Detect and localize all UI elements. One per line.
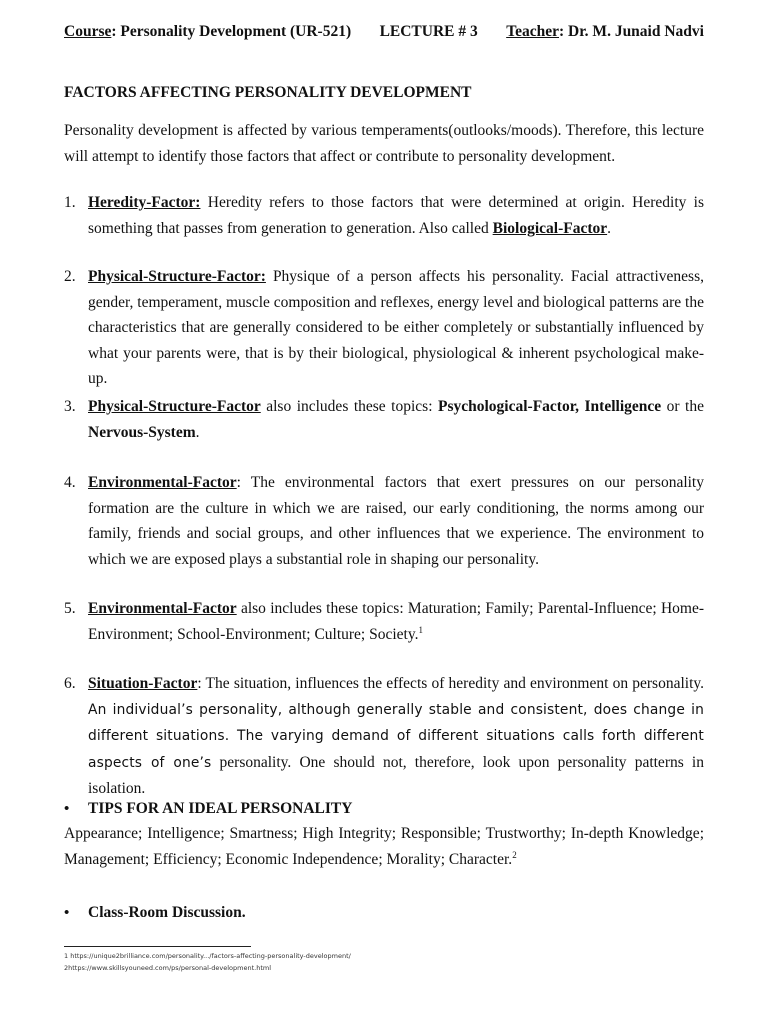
list-item bbox=[64, 671, 704, 802]
item-body-c: personality. One should not, therefore, look upon personality patterns in isolation. bbox=[88, 753, 704, 797]
footnote-1[interactable]: 1 https://unique2brilliance.com/personality.../factors-affecting-personality-development/ bbox=[64, 952, 351, 960]
course-info bbox=[64, 23, 351, 41]
item-text bbox=[88, 596, 704, 647]
item-body: : The situation, influences the effects of heredity and environment on personality. bbox=[197, 675, 704, 692]
item-term: Physical-Structure-Factor bbox=[88, 398, 261, 415]
footnote-ref[interactable]: 1 bbox=[418, 624, 423, 635]
tips-text: Appearance; Intelligence; Smartness; High Integrity; Responsible; Trustworthy; In-depth Knowledge; Management; Efficiency; Economic Independence; Morality; Character. bbox=[64, 825, 704, 868]
bullet-icon: • bbox=[64, 800, 70, 817]
item-extra-term: Biological-Factor bbox=[492, 219, 608, 237]
item-body: Physique of a person affects his personality. Facial attractiveness, gender, temperament, muscle composition and reflexes, energy level and biological patterns are the characteristics that are generally considered to be either completely or substantially influenced by what your parents were, that is by their biological, physiological & inherent psychological make-up. bbox=[88, 268, 704, 387]
bullet-icon: • bbox=[64, 904, 70, 921]
item-bold-a: Psychological-Factor, Intelligence bbox=[437, 398, 662, 415]
item-tail: . bbox=[607, 219, 611, 237]
item-body: also includes these topics: Maturation; Family; Parental-Influence; Home-Environment; School-Environment; Culture; Society. bbox=[88, 600, 704, 643]
item-body: : The environmental factors that exert pressures on our personality formation are the culture in which we are raised, our early conditioning, the norms among our family, friends and social groups, and other influences that we experience. The environment to which we are exposed plays a substantial role in shaping our personality. bbox=[88, 474, 704, 568]
tips-heading: TIPS FOR AN IDEAL PERSONALITY bbox=[88, 800, 353, 817]
item-body: Heredity refers to those factors that were determined at origin. Heredity is something that passes from generation to generation. Also called bbox=[88, 194, 704, 237]
item-number: 4. bbox=[64, 474, 76, 491]
footnote-ref[interactable]: 2 bbox=[512, 849, 517, 860]
item-number: 6. bbox=[64, 675, 76, 692]
item-term: Situation-Factor bbox=[88, 675, 198, 692]
intro-paragraph: Personality development is affected by various temperaments(outlooks/moods). Therefore, this lecture will attempt to identify those factors that affect or contribute to personality development. bbox=[64, 122, 704, 165]
footnote-2[interactable]: 2https://www.skillsyouneed.com/ps/personal-development.html bbox=[64, 964, 272, 972]
teacher-info bbox=[506, 23, 704, 41]
item-body-b: An individual’s personality, although generally stable and consistent, does change in different situations. The varying demand of different situations calls forth different aspects of one’s bbox=[88, 701, 704, 771]
tips-bullet bbox=[64, 800, 352, 818]
document-header bbox=[64, 23, 704, 41]
list-item bbox=[64, 190, 704, 241]
item-text bbox=[88, 470, 704, 572]
list-item bbox=[64, 394, 704, 445]
course-label: Course bbox=[64, 23, 112, 40]
teacher-value: : Dr. M. Junaid Nadvi bbox=[559, 23, 704, 40]
item-bold-b: Nervous-System bbox=[88, 423, 196, 441]
item-number: 5. bbox=[64, 600, 76, 617]
discussion-bullet bbox=[64, 904, 246, 922]
item-mid: or the bbox=[661, 398, 704, 415]
item-text bbox=[88, 671, 704, 802]
item-text bbox=[88, 394, 704, 445]
item-number: 3. bbox=[64, 398, 76, 415]
list-item bbox=[64, 264, 704, 392]
item-term: Environmental-Factor bbox=[88, 600, 237, 617]
page-title: FACTORS AFFECTING PERSONALITY DEVELOPMENT bbox=[64, 84, 472, 101]
item-body: also includes these topics: bbox=[260, 398, 438, 415]
course-value: : Personality Development (UR-521) bbox=[111, 23, 352, 40]
lecture-number: LECTURE # 3 bbox=[379, 23, 478, 40]
item-number: 1. bbox=[64, 194, 76, 211]
item-term: Heredity-Factor: bbox=[88, 194, 201, 211]
list-item bbox=[64, 470, 704, 572]
tips-paragraph bbox=[64, 821, 704, 872]
item-text bbox=[88, 190, 704, 241]
discussion-heading: Class-Room Discussion. bbox=[88, 904, 246, 921]
item-term: Environmental-Factor bbox=[88, 474, 237, 491]
item-text bbox=[88, 264, 704, 392]
item-tail: . bbox=[195, 423, 200, 441]
list-item bbox=[64, 596, 704, 647]
item-number: 2. bbox=[64, 268, 76, 285]
item-term: Physical-Structure-Factor: bbox=[88, 268, 266, 285]
footnote-divider bbox=[64, 946, 251, 947]
teacher-label: Teacher bbox=[506, 23, 559, 40]
